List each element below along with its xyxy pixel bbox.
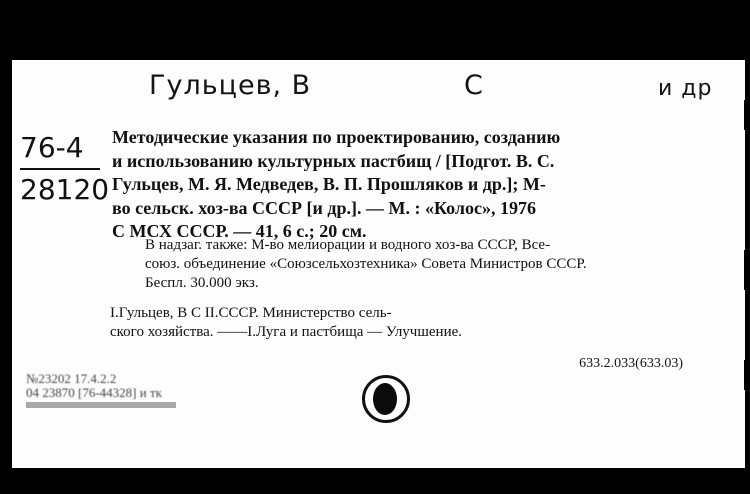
catalog-card bbox=[12, 60, 745, 468]
tracing-line: ского хозяйства. ——I.Луга и пастбища — Улучшение. bbox=[110, 324, 463, 340]
call-number-top: 76-4 bbox=[20, 131, 84, 164]
classification-code: 633.2.033(633.03) bbox=[579, 356, 683, 371]
call-number bbox=[20, 128, 110, 210]
card-edge-mark bbox=[744, 100, 745, 130]
handwritten-initial: С bbox=[464, 70, 484, 101]
call-number-bottom: 28120 bbox=[20, 173, 110, 206]
entry-line: Методические указания по проектированию, созданию bbox=[112, 127, 561, 147]
stamp-smudge bbox=[26, 402, 176, 408]
tracing-block bbox=[110, 304, 686, 342]
tracing-line: I.Гульцев, В С II.СССР. Министерство сель- bbox=[110, 305, 392, 321]
stamp-line: 04 23870 [76-44328] и тк bbox=[26, 385, 162, 400]
entry-line: Гульцев, М. Я. Медведев, В. П. Прошляков и др.]; М- bbox=[112, 174, 546, 194]
handwritten-author: Гульцев, В bbox=[149, 70, 312, 101]
stamp-line: №23202 17.4.2.2 bbox=[26, 371, 117, 386]
punch-hole-shadow bbox=[373, 383, 397, 415]
card-edge-mark bbox=[744, 360, 745, 390]
entry-line: С МСХ СССР. — 41, 6 с.; 20 см. bbox=[112, 221, 367, 241]
note-line: В надзаг. также: М-во мелиорации и водного хоз-ва СССР, Все- bbox=[145, 237, 551, 253]
entry-line: и использованию культурных пастбищ / [Подгот. В. С. bbox=[112, 150, 555, 171]
card-punch-hole bbox=[362, 375, 410, 423]
bibliographic-entry bbox=[112, 126, 684, 244]
handwritten-extra: и др bbox=[658, 76, 713, 101]
notes-block bbox=[145, 236, 685, 293]
entry-line: во сельск. хоз-ва СССР [и др.]. — М. : «Колос», 1976 bbox=[112, 197, 536, 218]
stamp-block bbox=[26, 372, 176, 408]
card-edge-mark bbox=[744, 250, 745, 290]
note-line: союз. объединение «Союзсельхозтехника» Совета Министров СССР. bbox=[145, 256, 587, 272]
note-line: Беспл. 30.000 экз. bbox=[145, 275, 259, 291]
